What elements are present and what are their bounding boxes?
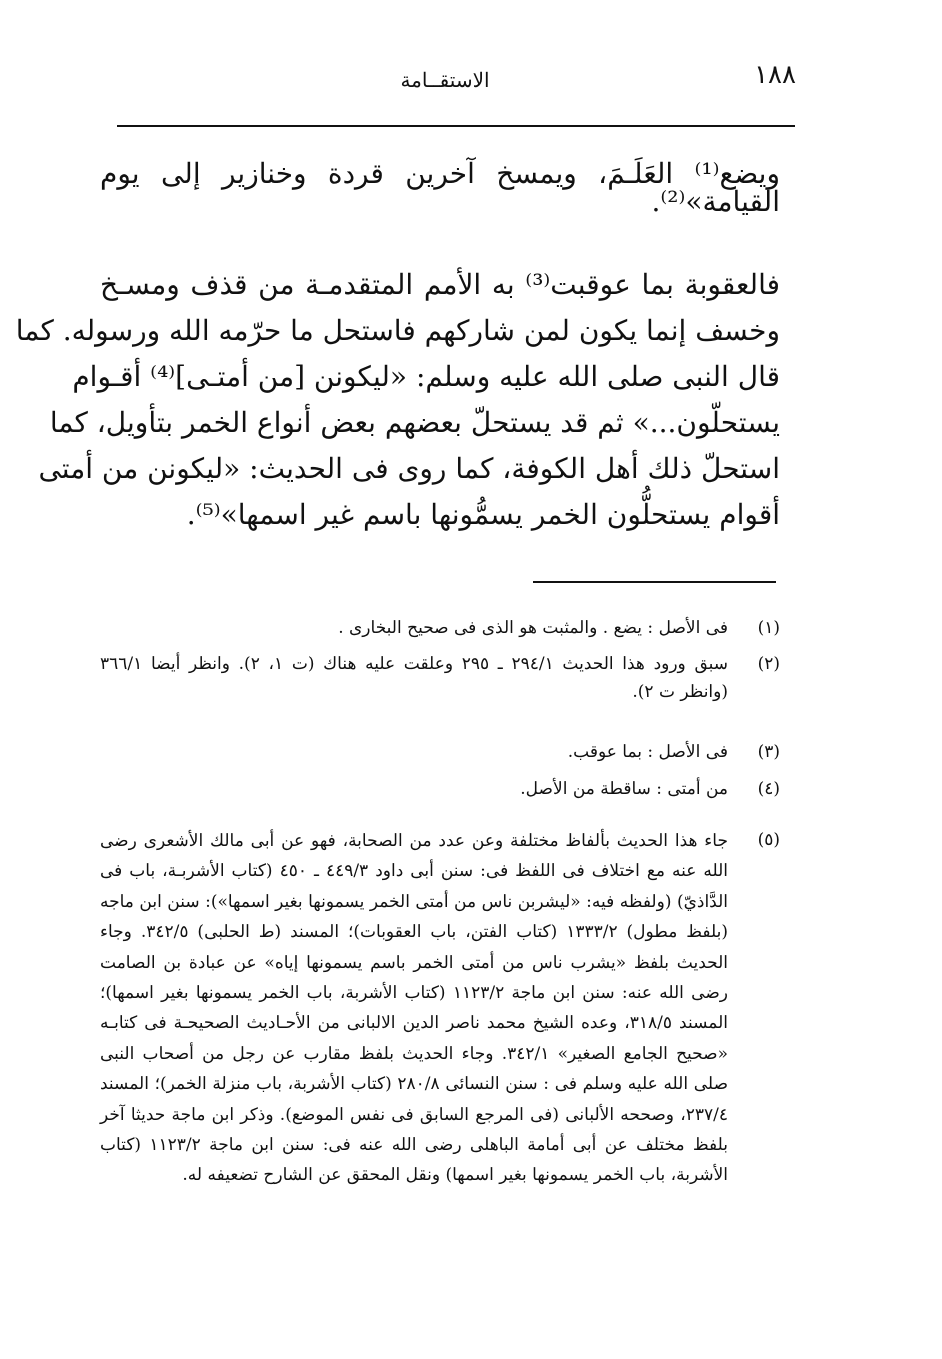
text-line: قال النبى صلى الله عليه وسلم: «ليكونن [من أمتـى]⁽⁴⁾ أقـوام	[72, 360, 780, 393]
text-line: استحلّ ذلك أهل الكوفة، كما روى فى الحديث: «ليكونن من أمتى	[38, 452, 780, 485]
footnote-text: جاء هذا الحديث بألفاظ مختلفة وعن عدد من الصحابة، فهو عن أبى مالك الأشعرى رضى الله عنه مع اختلاف فى اللفظ فى: سنن أبى داود ٤٤٩/٣ ـ ٤٥٠ (كتاب الأشربـة، باب فى الدَّاذيّ) (ولفظه فيه: «ليشربن ناس من أمتى الخمر يسمونها بغير اسمها»): سنن ابن ماجه (بلفظ مطول) ١٣٣٣/٢ (كتاب الفتن، باب العقوبات)؛ المسند (ط الحلبى) ٣٤٢/٥. وجاء الحديث بلفظ «يشرب ناس من أمتى الخمر باسم يسمونها إياه» عن عبادة بن الصامت رضى الله عنه: سنن ابن ماجة ١١٢٣/٢ (كتاب الأشربة، باب الخمر يسمونها بغير اسمها)؛ المسند ٣١٨/٥، وعده الشيخ محمد ناصر الدين الالبانى من الأحـاديث الصحيحـة فى كتابـه «صحيح الجامع الصغير» ٣٤٢/١. وجاء الحديث بلفظ مقارب عن رجل من أصحاب النبى صلى الله عليه وسلم فى : سنن النسائى ٢٨٠/٨ (كتاب الأشربة، باب منزلة الخمر)؛ المسند ٢٣٧/٤، وصححه الألبانى (فى المرجع السابق فى نفس الموضع). وذكر ابن ماجة حديثا آخر بلفظ مختلف عن أبى أمامة الباهلى رضى الله عنه فى: سنن ابن ماجة ١١٢٣/٢ (كتاب الأشربة، باب الخمر يسمونها بغير اسمها) ونقل المحقق عن الشارح تضعيفه له.	[100, 831, 728, 1186]
footnote-text: من أمتى : ساقطة من الأصل.	[520, 779, 728, 799]
paragraph-2	[15, 262, 780, 538]
text-line: فالعقوبة بما عوقبت⁽³⁾ به الأمم المتقدمـة من قذف ومسـخ	[100, 268, 780, 301]
footnote-2	[100, 650, 780, 706]
paragraph-1: ويضع⁽¹⁾ العَلَـمَ، ويمسخ آخرين قردة وخنازير إلى يوم القيامة»⁽²⁾.	[100, 157, 780, 218]
text-line: وخسف إنما يكون لمن شاركهم فاستحل ما حرّمه الله ورسوله. كما	[15, 314, 780, 347]
footnote-1	[100, 614, 780, 642]
footnote-number: (٣)	[757, 742, 780, 762]
text-line: يستحلّون...» ثم قد يستحلّ بعضهم بعض أنواع الخمر بتأويل، كما	[49, 406, 780, 439]
header-rule	[117, 125, 795, 127]
footnote-text: فى الأصل : بما عوقب.	[567, 742, 728, 762]
footnote-4	[100, 775, 780, 803]
footnote-text: سبق ورود هذا الحديث ٢٩٤/١ ـ ٢٩٥ وعلقت عليه هناك (ت ١، ٢). وانظر أيضا ٣٦٦/١ (وانظر ت ٢).	[100, 654, 728, 702]
text-line: أقوام يستحلُّون الخمر يسمُّونها باسم غير اسمها»⁽⁵⁾.	[186, 498, 780, 531]
footnote-rule	[533, 581, 776, 583]
footnote-number: (٢)	[757, 654, 780, 674]
page-number: ١٨٨	[754, 60, 796, 90]
footnote-text: فى الأصل : يضع . والمثبت هو الذى فى صحيح البخارى .	[338, 618, 728, 638]
footnote-5	[100, 826, 780, 1191]
running-title: الاستقــامة	[400, 68, 490, 92]
footnote-number: (٤)	[757, 779, 780, 799]
footnote-3	[100, 738, 780, 766]
footnote-number: (٥)	[757, 830, 780, 850]
footnote-number: (١)	[757, 618, 780, 638]
